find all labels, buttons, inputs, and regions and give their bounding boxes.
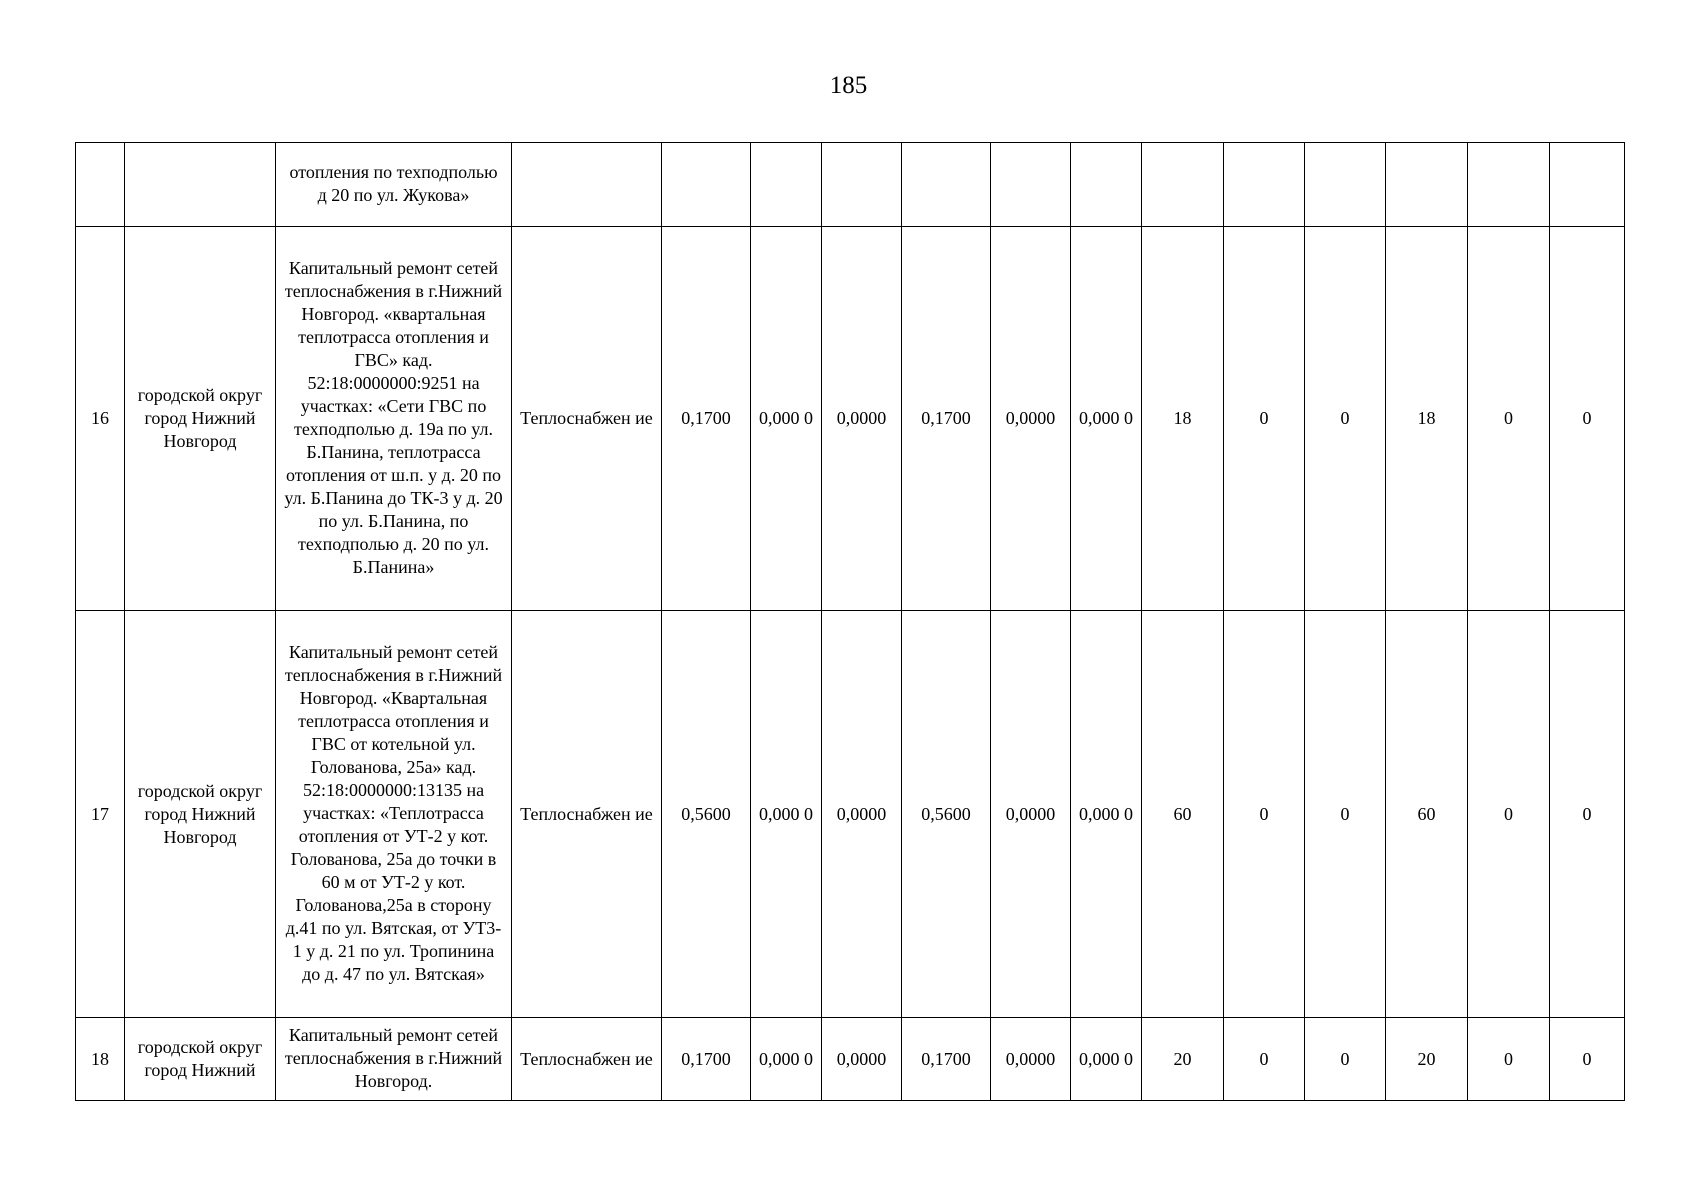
row-number-cell [76, 143, 125, 227]
value-cell: 0 [1305, 227, 1386, 611]
category-cell: Теплоснабжен ие [512, 227, 662, 611]
row-number-cell: 17 [76, 611, 125, 1018]
value-cell: 0,0000 [991, 611, 1071, 1018]
table-row [76, 143, 1625, 227]
value-cell: 0 [1550, 227, 1625, 611]
category-cell: Теплоснабжен ие [512, 1018, 662, 1101]
category-cell: Теплоснабжен ие [512, 611, 662, 1018]
value-cell: 0,1700 [902, 227, 991, 611]
value-cell: 0,5600 [662, 611, 751, 1018]
value-cell: 0,0000 [991, 227, 1071, 611]
district-cell: городской округ город Нижний [125, 1018, 276, 1101]
value-cell: 0,1700 [902, 1018, 991, 1101]
table-row [76, 1018, 1625, 1101]
value-cell: 0,1700 [662, 227, 751, 611]
value-cell [751, 143, 822, 227]
value-cell: 0,0000 [822, 227, 902, 611]
description-cell: отопления по техподполью д 20 по ул. Жукова» [276, 143, 512, 227]
value-cell: 0,000 0 [751, 611, 822, 1018]
value-cell: 0 [1224, 1018, 1305, 1101]
value-cell: 0,000 0 [1071, 1018, 1142, 1101]
value-cell: 0,1700 [662, 1018, 751, 1101]
value-cell [1071, 143, 1142, 227]
value-cell [1142, 143, 1224, 227]
district-cell: городской округ город Нижний Новгород [125, 611, 276, 1018]
value-cell [1305, 143, 1386, 227]
value-cell: 0 [1468, 227, 1550, 611]
value-cell: 0 [1224, 611, 1305, 1018]
value-cell: 60 [1386, 611, 1468, 1018]
page-number: 185 [829, 72, 868, 99]
value-cell: 20 [1386, 1018, 1468, 1101]
value-cell: 0,000 0 [751, 1018, 822, 1101]
value-cell: 0 [1305, 611, 1386, 1018]
description-cell: Капитальный ремонт сетей теплоснабжения в г.Нижний Новгород. «Квартальная теплотрасса отопления и ГВС от котельной ул. Голованова, 25а» кад. 52:18:0000000:13135 на участках: «Теплотрасса отопления от УТ-2 у кот. Голованова, 25а до точки в 60 м от УТ-2 у кот. Голованова,25а в сторону д.41 по ул. Вятская, от УТ3-1 у д. 21 по ул. Тропинина до д. 47 по ул. Вятская» [276, 611, 512, 1018]
capital-repair-table [75, 142, 1625, 1101]
description-cell: Капитальный ремонт сетей теплоснабжения в г.Нижний Новгород. «квартальная теплотрасса отопления и ГВС» кад. 52:18:0000000:9251 на участках: «Сети ГВС по техподполью д. 19а по ул. Б.Панина, теплотрасса отопления от ш.п. у д. 20 по ул. Б.Панина до ТК-3 у д. 20 по ул. Б.Панина, по техподполью д. 20 по ул. Б.Панина» [276, 227, 512, 611]
district-cell: городской округ город Нижний Новгород [125, 227, 276, 611]
description-cell: Капитальный ремонт сетей теплоснабжения в г.Нижний Новгород. [276, 1018, 512, 1101]
value-cell [991, 143, 1071, 227]
value-cell: 0 [1224, 227, 1305, 611]
value-cell: 0,0000 [991, 1018, 1071, 1101]
value-cell: 0,000 0 [1071, 227, 1142, 611]
value-cell: 18 [1386, 227, 1468, 611]
table-row [76, 611, 1625, 1018]
value-cell: 60 [1142, 611, 1224, 1018]
value-cell: 0,5600 [902, 611, 991, 1018]
value-cell: 20 [1142, 1018, 1224, 1101]
value-cell: 0,000 0 [1071, 611, 1142, 1018]
row-number-cell: 18 [76, 1018, 125, 1101]
value-cell [1550, 143, 1625, 227]
value-cell [822, 143, 902, 227]
value-cell: 0 [1468, 611, 1550, 1018]
district-cell [125, 143, 276, 227]
category-cell [512, 143, 662, 227]
value-cell: 0 [1468, 1018, 1550, 1101]
value-cell [1386, 143, 1468, 227]
value-cell: 0,0000 [822, 611, 902, 1018]
value-cell: 18 [1142, 227, 1224, 611]
value-cell: 0 [1550, 1018, 1625, 1101]
value-cell [1468, 143, 1550, 227]
value-cell [1224, 143, 1305, 227]
value-cell [902, 143, 991, 227]
value-cell [662, 143, 751, 227]
value-cell: 0,0000 [822, 1018, 902, 1101]
table-row [76, 227, 1625, 611]
value-cell: 0 [1305, 1018, 1386, 1101]
row-number-cell: 16 [76, 227, 125, 611]
value-cell: 0 [1550, 611, 1625, 1018]
value-cell: 0,000 0 [751, 227, 822, 611]
